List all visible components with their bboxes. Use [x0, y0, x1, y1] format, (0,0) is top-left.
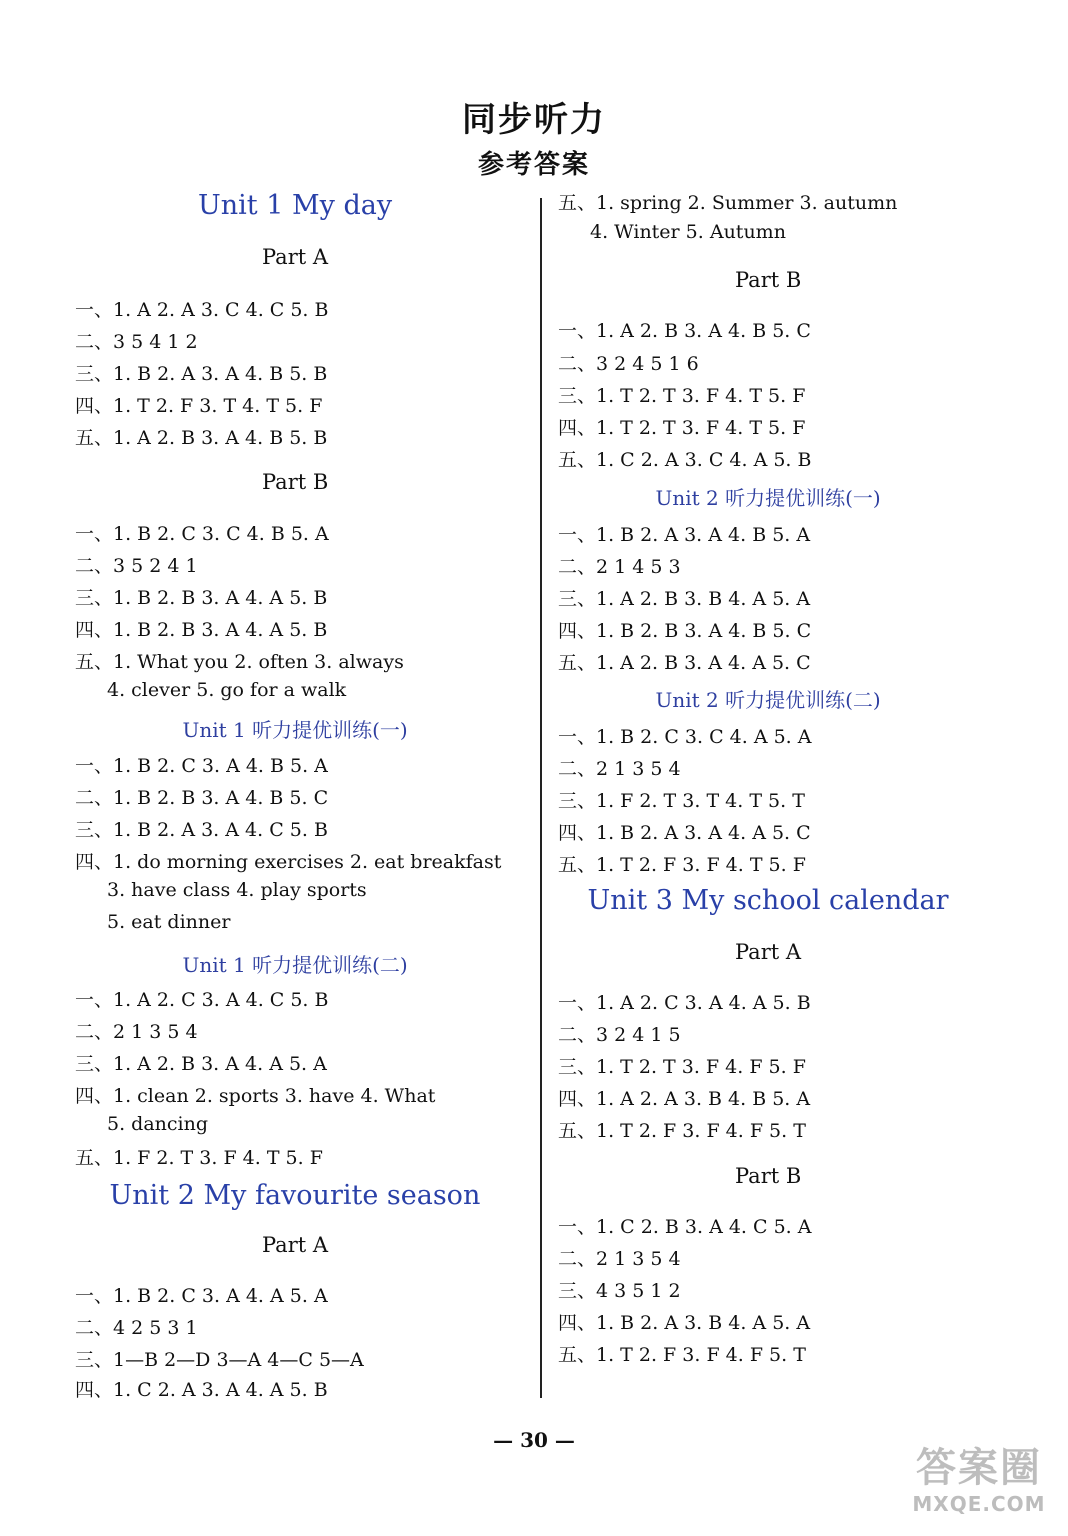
answer-line: 二、2 1 3 5 4	[558, 758, 681, 780]
answer-line: 二、3 5 4 1 2	[75, 331, 198, 353]
answer-line: 一、1. A 2. C 3. A 4. A 5. B	[558, 992, 811, 1014]
answer-line: 四、1. C 2. A 3. A 4. A 5. B	[75, 1379, 328, 1401]
section-heading: Unit 1 听力提优训练(二)	[182, 953, 408, 977]
answer-line: 五、1. C 2. A 3. C 4. A 5. B	[558, 449, 812, 471]
column-divider	[540, 198, 542, 1398]
answer-line: 五、1. T 2. F 3. F 4. F 5. T	[558, 1344, 806, 1366]
answer-line: 五、1. A 2. B 3. A 4. B 5. B	[75, 427, 328, 449]
part-heading: Part A	[262, 1233, 329, 1257]
part-heading: Part A	[262, 245, 329, 269]
page-subtitle: 参考答案	[477, 150, 590, 180]
answer-line: 一、1. B 2. A 3. A 4. B 5. A	[558, 524, 811, 546]
answer-line: 三、1. A 2. B 3. B 4. A 5. A	[558, 588, 811, 610]
answer-line: 三、1. T 2. T 3. F 4. F 5. F	[558, 1056, 806, 1078]
answer-line: 三、1. T 2. T 3. F 4. T 5. F	[558, 385, 806, 407]
answer-line: 四、1. do morning exercises 2. eat breakfast	[75, 851, 502, 873]
section-heading: Unit 2 听力提优训练(一)	[655, 486, 881, 510]
answer-line: 四、1. T 2. T 3. F 4. T 5. F	[558, 417, 806, 439]
answer-line: 4. Winter 5. Autumn	[590, 221, 786, 243]
answer-line: 一、1. A 2. A 3. C 4. C 5. B	[75, 299, 329, 321]
answer-line: 二、3 5 2 4 1	[75, 555, 198, 577]
answer-line: 五、1. T 2. F 3. F 4. F 5. T	[558, 1120, 806, 1142]
answer-line: 一、1. A 2. C 3. A 4. C 5. B	[75, 989, 329, 1011]
answer-line: 一、1. B 2. C 3. C 4. B 5. A	[75, 523, 329, 545]
answer-line: 二、2 1 3 5 4	[75, 1021, 198, 1043]
part-heading: Part B	[735, 1164, 802, 1188]
answer-line: 5. dancing	[107, 1113, 209, 1135]
answer-line: 一、1. B 2. C 3. A 4. B 5. A	[75, 755, 328, 777]
answer-line: 五、1. A 2. B 3. A 4. A 5. C	[558, 652, 811, 674]
unit-heading: Unit 1 My day	[198, 190, 393, 221]
answer-line: 三、1. B 2. B 3. A 4. A 5. B	[75, 587, 328, 609]
page-title: 同步听力	[462, 100, 606, 140]
answer-line: 四、1. B 2. B 3. A 4. A 5. B	[75, 619, 328, 641]
answer-line: 二、3 2 4 5 1 6	[558, 353, 699, 375]
answer-line: 五、1. F 2. T 3. F 4. T 5. F	[75, 1147, 323, 1169]
unit-heading: Unit 2 My favourite season	[109, 1180, 481, 1211]
part-heading: Part B	[262, 470, 329, 494]
watermark-text: 答案圈	[916, 1445, 1042, 1491]
answer-line: 四、1. clean 2. sports 3. have 4. What	[75, 1085, 436, 1107]
answer-line: 一、1. C 2. B 3. A 4. C 5. A	[558, 1216, 812, 1238]
answer-line: 三、1. A 2. B 3. A 4. A 5. A	[75, 1053, 327, 1075]
answer-line: 4. clever 5. go for a walk	[107, 679, 347, 701]
answer-line: 三、1. B 2. A 3. A 4. B 5. B	[75, 363, 328, 385]
part-heading: Part B	[735, 268, 802, 292]
answer-line: 二、3 2 4 1 5	[558, 1024, 681, 1046]
answer-line: 5. eat dinner	[107, 911, 231, 933]
answer-line: 一、1. B 2. C 3. C 4. A 5. A	[558, 726, 812, 748]
answer-line: 三、1—B 2—D 3—A 4—C 5—A	[75, 1349, 364, 1371]
unit-heading: Unit 3 My school calendar	[587, 885, 949, 916]
watermark-url: MXQE.COM	[912, 1492, 1046, 1516]
answer-line: 一、1. A 2. B 3. A 4. B 5. C	[558, 320, 811, 342]
answer-line: 四、1. B 2. A 3. B 4. A 5. A	[558, 1312, 811, 1334]
answer-line: 四、1. B 2. B 3. A 4. B 5. C	[558, 620, 812, 642]
answer-line: 五、1. What you 2. often 3. always	[75, 651, 404, 673]
page-number: — 30 —	[493, 1428, 575, 1452]
answer-line: 三、1. B 2. A 3. A 4. C 5. B	[75, 819, 328, 841]
answer-line: 三、4 3 5 1 2	[558, 1280, 681, 1302]
answer-line: 三、1. F 2. T 3. T 4. T 5. T	[558, 790, 805, 812]
answer-line: 二、2 1 4 5 3	[558, 556, 681, 578]
section-heading: Unit 1 听力提优训练(一)	[182, 718, 408, 742]
answer-line: 一、1. B 2. C 3. A 4. A 5. A	[75, 1285, 328, 1307]
answer-line: 3. have class 4. play sports	[107, 879, 367, 901]
answer-line: 二、2 1 3 5 4	[558, 1248, 681, 1270]
answer-line: 二、4 2 5 3 1	[75, 1317, 198, 1339]
answer-line: 四、1. T 2. F 3. T 4. T 5. F	[75, 395, 323, 417]
answer-line: 五、1. T 2. F 3. F 4. T 5. F	[558, 854, 806, 876]
answer-line: 二、1. B 2. B 3. A 4. B 5. C	[75, 787, 329, 809]
watermark-logo	[904, 1444, 1054, 1530]
answer-line: 四、1. A 2. A 3. B 4. B 5. A	[558, 1088, 811, 1110]
section-heading: Unit 2 听力提优训练(二)	[655, 688, 881, 712]
answer-line: 四、1. B 2. A 3. A 4. A 5. C	[558, 822, 811, 844]
part-heading: Part A	[735, 940, 802, 964]
answer-line: 五、1. spring 2. Summer 3. autumn	[558, 192, 898, 214]
